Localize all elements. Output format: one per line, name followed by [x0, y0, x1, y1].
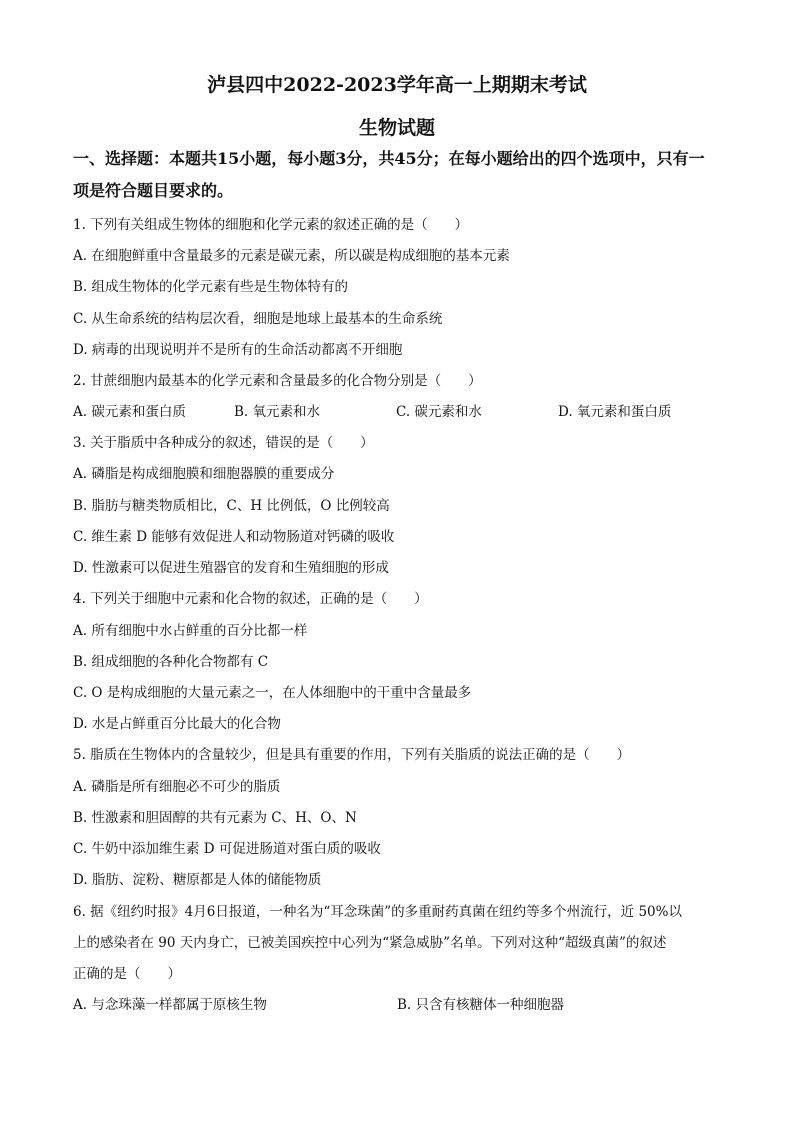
question-5-option-d: D. 脂肪、淀粉、糖原都是人体的储能物质 — [73, 872, 322, 888]
exam-subtitle: 生物试题 — [358, 117, 435, 139]
question-5-stem: 5. 脂质在生物体内的含量较少，但是具有重要的作用，下列有关脂质的说法正确的是（ ） — [73, 747, 631, 763]
question-2-option-c: C. 碳元素和水 — [396, 404, 482, 420]
section-heading-line-2: 项是符合题目要求的。 — [73, 181, 234, 200]
question-6-option-b: B. 只含有核糖体一种细胞器 — [397, 997, 565, 1013]
question-3-option-a: A. 磷脂是构成细胞膜和细胞器膜的重要成分 — [73, 466, 335, 482]
question-4-option-d: D. 水是占鲜重百分比最大的化合物 — [73, 716, 281, 732]
question-5-option-c: C. 牛奶中添加维生素 D 可促进肠道对蛋白质的吸收 — [73, 841, 381, 857]
question-1-option-d: D. 病毒的出现说明并不是所有的生命活动都离不开细胞 — [73, 342, 403, 358]
question-4-option-a: A. 所有细胞中水占鲜重的百分比都一样 — [73, 623, 308, 639]
question-6-option-a: A. 与念珠藻一样都属于原核生物 — [73, 997, 267, 1013]
question-6-stem-line-2: 上的感染者在 90 天内身亡，已被美国疾控中心列为“紧急威胁”名单。下列对这种“超级真菌”的叙述 — [73, 935, 667, 951]
exam-title: 泸县四中2022-2023学年高一上期期末考试 — [207, 74, 587, 96]
question-1-stem: 1. 下列有关组成生物体的细胞和化学元素的叙述正确的是（ ） — [73, 217, 469, 233]
question-3-option-d: D. 性激素可以促进生殖器官的发育和生殖细胞的形成 — [73, 560, 389, 576]
question-1-option-b: B. 组成生物体的化学元素有些是生物体特有的 — [73, 279, 349, 295]
question-4-option-c: C. O 是构成细胞的大量元素之一，在人体细胞中的干重中含量最多 — [73, 685, 472, 701]
question-2-stem: 2. 甘蔗细胞内最基本的化学元素和含量最多的化合物分别是（ ） — [73, 373, 482, 389]
question-2-option-b: B. 氧元素和水 — [234, 404, 321, 420]
question-1-option-a: A. 在细胞鲜重中含量最多的元素是碳元素，所以碳是构成细胞的基本元素 — [73, 248, 510, 264]
question-4-option-b: B. 组成细胞的各种化合物都有 C — [73, 654, 269, 670]
question-1-option-c: C. 从生命系统的结构层次看，细胞是地球上最基本的生命系统 — [73, 311, 443, 327]
question-3-option-b: B. 脂肪与糖类物质相比，C、H 比例低，O 比例较高 — [73, 498, 390, 514]
question-5-option-b: B. 性激素和胆固醇的共有元素为 C、H、O、N — [73, 810, 357, 826]
question-5-option-a: A. 磷脂是所有细胞必不可少的脂质 — [73, 779, 281, 795]
question-6-stem-line-1: 6. 据《纽约时报》4月6日报道，一种名为“耳念珠菌”的多重耐药真菌在纽约等多个州流行，近 50%以 — [73, 904, 682, 920]
question-3-stem: 3. 关于脂质中各种成分的叙述，错误的是（ ） — [73, 435, 374, 451]
question-2-option-d: D. 氧元素和蛋白质 — [558, 404, 672, 420]
section-heading-line-1: 一、选择题：本题共15小题，每小题3分，共45分；在每小题给出的四个选项中，只有一 — [73, 149, 705, 168]
question-6-stem-line-3: 正确的是（ ） — [73, 966, 181, 982]
question-3-option-c: C. 维生素 D 能够有效促进人和动物肠道对钙磷的吸收 — [73, 529, 395, 545]
question-4-stem: 4. 下列关于细胞中元素和化合物的叙述，正确的是（ ） — [73, 591, 428, 607]
question-2-option-a: A. 碳元素和蛋白质 — [73, 404, 186, 420]
